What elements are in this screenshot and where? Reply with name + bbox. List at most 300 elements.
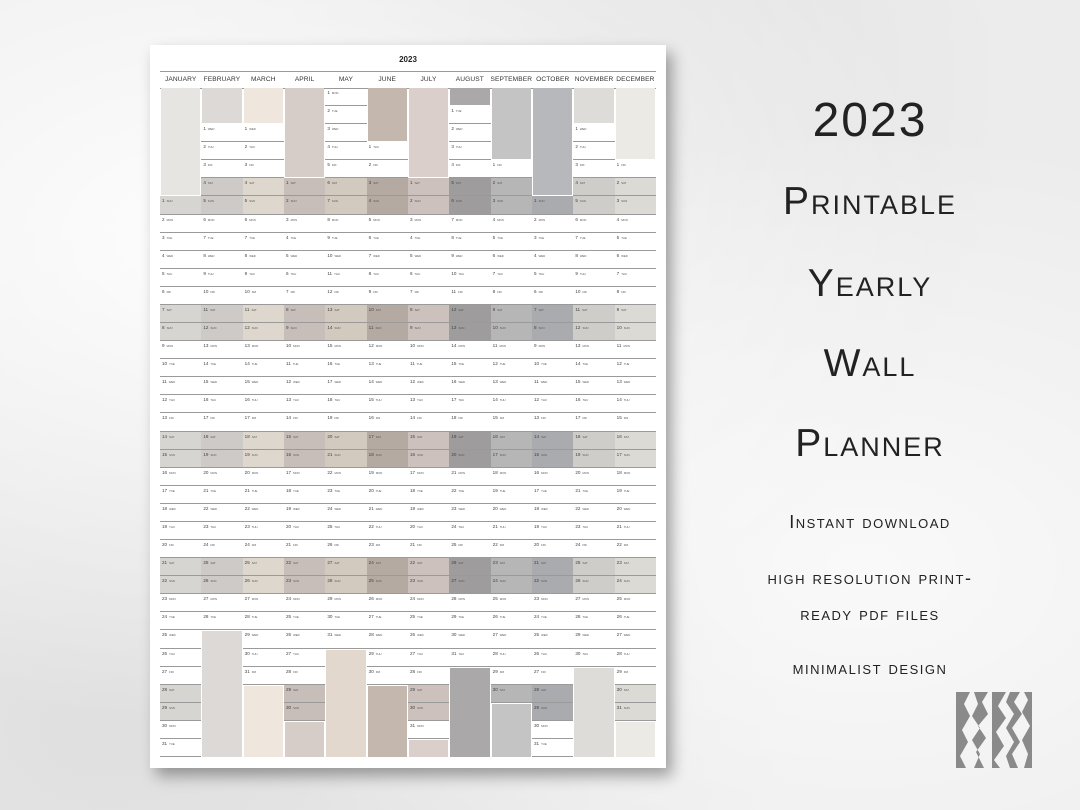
day-cell-label: 24 TUE: [534, 614, 547, 620]
day-rule: [491, 539, 532, 540]
day-rule: [325, 358, 366, 359]
day-cell-label: 11 THU: [327, 270, 340, 276]
day-cell-label: 28 TUE: [244, 614, 258, 620]
day-rule: [408, 394, 449, 395]
day-cell-label: 16 FRI: [368, 415, 381, 421]
day-cell-label: 11 MON: [616, 343, 630, 349]
day-rule: [160, 521, 201, 522]
day-cell-label: 16 THU: [575, 397, 589, 403]
day-rule: [160, 485, 201, 486]
day-rule: [408, 503, 449, 504]
day-rule: [491, 648, 532, 649]
day-cell-label: 2 SUN: [410, 198, 421, 204]
day-rule: [243, 611, 284, 612]
day-rule: [201, 286, 242, 287]
day-cell-label: 2 THU: [203, 144, 214, 150]
day-cell-label: 16 SAT: [492, 433, 506, 439]
day-cell-label: 31 WED: [327, 632, 341, 638]
day-rule: [325, 250, 366, 251]
day-rule: [449, 467, 490, 468]
month-header-january: JANUARY: [164, 76, 197, 83]
day-rule: [325, 394, 366, 395]
day-rule: [284, 521, 325, 522]
day-rule: [573, 521, 614, 522]
day-cell-label: 22 SAT: [286, 560, 299, 566]
day-cell-label: 24 FRI: [575, 542, 587, 548]
day-rule: [408, 539, 449, 540]
day-rule: [615, 250, 656, 251]
day-rule: [491, 376, 532, 377]
day-rule: [408, 648, 449, 649]
day-rule: [325, 159, 366, 160]
day-rule: [243, 684, 284, 685]
day-cell-label: 2 TUE: [327, 108, 338, 114]
day-rule: [325, 340, 366, 341]
day-rule: [367, 539, 408, 540]
day-cell-label: 25 SAT: [575, 560, 588, 566]
day-rule: [615, 720, 656, 721]
day-cell-label: 26 WED: [286, 632, 300, 638]
day-rule: [201, 467, 242, 468]
day-rule: [615, 232, 656, 233]
day-cell-label: 25 MON: [616, 596, 631, 602]
day-rule: [367, 521, 408, 522]
day-cell-label: 30 FRI: [368, 668, 381, 674]
day-cell-label: 14 FRI: [286, 415, 298, 421]
day-cell-label: 19 MON: [368, 469, 383, 475]
day-cell-label: 2 SAT: [492, 180, 503, 186]
month-header-may: MAY: [338, 76, 353, 83]
day-cell-label: 30 TUE: [327, 614, 341, 620]
day-rule: [491, 268, 532, 269]
day-rule: [532, 268, 573, 269]
day-cell-label: 17 SUN: [616, 451, 630, 457]
day-cell-label: 23 MON: [534, 596, 548, 602]
day-rule: [367, 666, 408, 667]
day-rule: [367, 503, 408, 504]
day-cell-label: 23 TUE: [327, 487, 341, 493]
day-cell-label: 8 FRI: [616, 288, 626, 294]
day-rule: [573, 503, 614, 504]
day-rule: [573, 286, 614, 287]
day-cell-label: 14 TUE: [575, 361, 589, 367]
day-rule: [532, 756, 573, 757]
day-cell-label: 5 THU: [162, 270, 173, 276]
day-cell-label: 13 MON: [203, 343, 217, 349]
day-rule: [573, 539, 614, 540]
day-cell-label: 31 TUE: [162, 740, 175, 746]
day-cell-label: 9 SAT: [616, 306, 627, 312]
day-rule: [243, 666, 284, 667]
day-cell-label: 3 THU: [451, 144, 462, 150]
day-rule: [449, 376, 490, 377]
day-cell-label: 20 MON: [203, 469, 217, 475]
day-cell-label: 15 THU: [368, 397, 382, 403]
day-cell-label: 8 WED: [575, 252, 587, 258]
day-cell-label: 27 FRI: [534, 668, 546, 674]
day-rule: [449, 666, 490, 667]
day-cell-label: 17 FRI: [244, 415, 257, 421]
day-rule: [532, 232, 573, 233]
day-cell-label: 30 WED: [451, 632, 465, 638]
day-cell-label: 15 SUN: [534, 451, 548, 457]
day-rule: [201, 629, 242, 630]
day-cell-label: 11 TUE: [410, 361, 423, 367]
day-rule: [243, 539, 284, 540]
day-rule: [284, 539, 325, 540]
day-rule: [615, 286, 656, 287]
day-cell-label: 21 SUN: [327, 451, 341, 457]
day-rule: [243, 376, 284, 377]
day-rule: [449, 539, 490, 540]
day-rule: [284, 629, 325, 630]
day-rule: [573, 593, 614, 594]
day-cell-label: 10 FRI: [244, 288, 257, 294]
day-rule: [449, 521, 490, 522]
month-header-september: SEPTEMBER: [490, 76, 533, 83]
day-cell-label: 26 WED: [410, 632, 424, 638]
day-cell-label: 8 SAT: [410, 306, 420, 312]
day-cell-label: 29 MON: [327, 596, 341, 602]
day-rule: [325, 232, 366, 233]
day-rule: [449, 593, 490, 594]
day-rule: [449, 159, 490, 160]
day-rule: [243, 485, 284, 486]
day-rule: [532, 503, 573, 504]
day-cell-label: 31 MON: [410, 722, 424, 728]
day-cell-label: 21 FRI: [410, 542, 422, 548]
day-cell-label: 25 WED: [162, 632, 176, 638]
day-cell-label: 3 MON: [410, 216, 422, 222]
day-cell-label: 22 SUN: [162, 578, 176, 584]
day-cell-label: 26 THU: [162, 650, 175, 656]
day-rule: [367, 394, 408, 395]
day-rule: [573, 666, 614, 667]
month-filler-top: [285, 88, 324, 177]
month-filler-bottom: [285, 722, 324, 757]
day-cell-label: 3 FRI: [244, 162, 254, 168]
day-cell-label: 18 THU: [327, 397, 341, 403]
day-cell-label: 13 FRI: [162, 415, 174, 421]
feature-minimalist-design: minimalist design: [792, 658, 948, 678]
day-cell-label: 26 SUN: [575, 578, 589, 584]
day-cell-label: 23 SUN: [286, 578, 300, 584]
day-rule: [449, 123, 490, 124]
day-rule: [201, 593, 242, 594]
day-cell-label: 5 WED: [286, 252, 298, 258]
day-rule: [325, 214, 366, 215]
day-cell-label: 15 SUN: [162, 451, 176, 457]
month-filler-top: [616, 88, 655, 159]
month-header-december: DECEMBER: [616, 76, 655, 83]
day-rule: [532, 629, 573, 630]
day-cell-label: 18 WED: [534, 505, 548, 511]
month-header-june: JUNE: [378, 76, 397, 83]
day-cell-label: 22 WED: [244, 505, 259, 511]
day-cell-label: 4 WED: [162, 252, 174, 258]
day-cell-label: 27 TUE: [368, 614, 382, 620]
day-rule: [325, 105, 366, 106]
day-rule: [573, 232, 614, 233]
day-cell-label: 31 TUE: [534, 740, 547, 746]
day-rule: [615, 539, 656, 540]
day-rule: [408, 358, 449, 359]
day-rule: [284, 720, 325, 721]
day-rule: [284, 412, 325, 413]
day-cell-label: 13 THU: [410, 397, 423, 403]
day-cell-label: 18 TUE: [410, 487, 423, 493]
month-header-march: MARCH: [250, 76, 276, 83]
day-cell-label: 23 MON: [162, 596, 176, 602]
day-cell-label: 24 FRI: [244, 542, 257, 548]
day-rule: [284, 503, 325, 504]
day-cell-label: 18 SAT: [575, 433, 588, 439]
day-cell-label: 25 MON: [492, 596, 507, 602]
day-cell-label: 3 SUN: [492, 198, 504, 204]
day-rule: [573, 485, 614, 486]
day-cell-label: 7 TUE: [244, 234, 255, 240]
day-rule: [408, 232, 449, 233]
day-cell-label: 29 SUN: [534, 704, 548, 710]
day-rule: [284, 340, 325, 341]
day-cell-label: 2 FRI: [368, 162, 378, 168]
day-rule: [201, 268, 242, 269]
day-cell-label: 6 MON: [575, 216, 587, 222]
day-cell-label: 31 SUN: [616, 704, 630, 710]
day-cell-label: 13 MON: [575, 343, 589, 349]
day-cell-label: 30 SUN: [286, 704, 300, 710]
day-cell-label: 8 SUN: [534, 325, 545, 331]
day-cell-label: 28 SAT: [534, 686, 547, 692]
day-rule: [408, 720, 449, 721]
day-cell-label: 1 WED: [203, 126, 215, 132]
day-cell-label: 14 MON: [451, 343, 465, 349]
month-filler-top: [368, 88, 407, 141]
day-cell-label: 31 THU: [451, 650, 465, 656]
day-cell-label: 18 SAT: [244, 433, 258, 439]
feature-instant-download: Instant download: [789, 512, 951, 532]
day-rule: [408, 376, 449, 377]
month-filler-bottom: [409, 740, 448, 757]
day-cell-label: 10 SAT: [368, 306, 382, 312]
day-cell-label: 23 THU: [575, 523, 589, 529]
day-rule: [284, 214, 325, 215]
day-rule: [491, 521, 532, 522]
day-cell-label: 22 MON: [327, 469, 341, 475]
day-cell-label: 11 WED: [162, 379, 176, 385]
day-rule: [160, 467, 201, 468]
day-cell-label: 19 SUN: [244, 451, 258, 457]
day-cell-label: 25 FRI: [451, 542, 463, 548]
day-rule: [160, 666, 201, 667]
day-cell-label: 9 THU: [244, 270, 255, 276]
day-rule: [243, 141, 284, 142]
day-rule: [160, 250, 201, 251]
day-rule: [367, 250, 408, 251]
day-cell-label: 11 SUN: [368, 325, 382, 331]
day-cell-label: 21 MON: [451, 469, 465, 475]
day-rule: [243, 648, 284, 649]
day-cell-label: 1 FRI: [492, 162, 502, 168]
day-rule: [160, 412, 201, 413]
day-rule: [160, 232, 201, 233]
feature-high-resolution-line1: high resolution print-: [767, 568, 973, 588]
day-cell-label: 14 TUE: [244, 361, 258, 367]
day-cell-label: 8 WED: [203, 252, 215, 258]
day-cell-label: 16 SUN: [286, 451, 300, 457]
day-cell-label: 3 FRI: [575, 162, 585, 168]
day-rule: [367, 232, 408, 233]
day-cell-label: 7 TUE: [575, 234, 586, 240]
day-rule: [491, 358, 532, 359]
day-rule: [532, 358, 573, 359]
day-rule: [532, 286, 573, 287]
day-cell-label: 16 THU: [203, 397, 217, 403]
day-cell-label: 18 MON: [492, 469, 507, 475]
day-cell-label: 2 SAT: [616, 180, 627, 186]
day-rule: [243, 521, 284, 522]
day-cell-label: 14 SAT: [534, 433, 547, 439]
day-cell-label: 1 THU: [368, 144, 379, 150]
day-rule: [449, 286, 490, 287]
day-rule: [160, 720, 201, 721]
day-rule: [449, 412, 490, 413]
day-cell-label: 26 THU: [534, 650, 547, 656]
day-rule: [284, 648, 325, 649]
wall-planner-poster: [150, 45, 666, 768]
month-filler-bottom: [450, 668, 489, 757]
day-cell-label: 13 THU: [286, 397, 299, 403]
headline-yearly: Yearly: [807, 262, 933, 305]
month-header-august: AUGUST: [455, 76, 484, 83]
day-cell-label: 20 SAT: [327, 433, 340, 439]
day-rule: [367, 214, 408, 215]
month-filler-bottom: [492, 704, 531, 757]
day-rule: [532, 394, 573, 395]
day-cell-label: 29 FRI: [616, 668, 629, 674]
day-cell-label: 2 WED: [451, 126, 463, 132]
day-rule: [201, 376, 242, 377]
day-rule: [615, 467, 656, 468]
day-rule: [408, 485, 449, 486]
day-cell-label: 12 THU: [534, 397, 547, 403]
day-cell-label: 15 MON: [327, 343, 341, 349]
day-rule: [160, 214, 201, 215]
day-cell-label: 3 TUE: [162, 234, 173, 240]
day-rule: [491, 611, 532, 612]
day-cell-label: 21 THU: [616, 523, 630, 529]
day-rule: [284, 250, 325, 251]
month-filler-top: [202, 88, 241, 123]
day-rule: [325, 593, 366, 594]
day-cell-label: 26 SUN: [203, 578, 217, 584]
day-cell-label: 25 WED: [534, 632, 548, 638]
day-rule: [367, 684, 408, 685]
day-rule: [367, 648, 408, 649]
day-cell-label: 29 SAT: [286, 686, 299, 692]
day-cell-label: 27 THU: [286, 650, 299, 656]
day-rule: [201, 485, 242, 486]
day-cell-label: 20 WED: [616, 505, 631, 511]
day-cell-label: 4 FRI: [451, 162, 461, 168]
day-cell-label: 19 SAT: [451, 433, 464, 439]
day-rule: [491, 629, 532, 630]
day-rule: [367, 286, 408, 287]
day-cell-label: 6 WED: [492, 252, 504, 258]
day-rule: [284, 593, 325, 594]
day-cell-label: 21 WED: [368, 505, 383, 511]
day-cell-label: 27 SAT: [327, 560, 340, 566]
month-filler-top: [492, 88, 531, 159]
day-rule: [491, 250, 532, 251]
day-cell-label: 29 FRI: [492, 668, 505, 674]
day-cell-label: 28 SAT: [162, 686, 175, 692]
day-cell-label: 4 SAT: [203, 180, 214, 186]
day-rule: [284, 268, 325, 269]
day-rule: [615, 376, 656, 377]
day-cell-label: 22 TUE: [451, 487, 465, 493]
day-cell-label: 23 SAT: [616, 560, 630, 566]
day-rule: [201, 394, 242, 395]
day-cell-label: 21 FRI: [286, 542, 298, 548]
day-cell-label: 24 FRI: [203, 542, 215, 548]
day-rule: [201, 232, 242, 233]
day-cell-label: 1 SAT: [410, 180, 420, 186]
day-cell-label: 9 SAT: [492, 306, 503, 312]
day-cell-label: 27 WED: [492, 632, 507, 638]
month-header-row: [160, 72, 656, 88]
day-rule: [532, 611, 573, 612]
day-rule: [573, 376, 614, 377]
day-rule: [615, 358, 656, 359]
day-cell-label: 15 WED: [203, 379, 217, 385]
day-rule: [160, 286, 201, 287]
calendar-grid: [160, 88, 656, 757]
day-rule: [491, 286, 532, 287]
day-cell-label: 21 TUE: [244, 487, 258, 493]
day-cell-label: 26 TUE: [616, 614, 630, 620]
day-cell-label: 5 TUE: [492, 234, 503, 240]
day-cell-label: 15 SAT: [410, 433, 423, 439]
day-cell-label: 1 MON: [327, 90, 339, 95]
headline-planner: Planner: [795, 422, 945, 465]
day-cell-label: 27 MON: [203, 596, 217, 602]
day-cell-label: 8 FRI: [492, 288, 502, 294]
month-filler-top: [244, 88, 283, 123]
day-rule: [573, 250, 614, 251]
day-cell-label: 20 MON: [575, 469, 589, 475]
day-cell-label: 20 FRI: [162, 542, 174, 548]
day-rule: [532, 593, 573, 594]
day-cell-label: 28 THU: [616, 650, 630, 656]
day-rule: [573, 412, 614, 413]
day-rule: [573, 394, 614, 395]
day-rule: [160, 629, 201, 630]
day-cell-label: 19 THU: [162, 523, 175, 529]
day-cell-label: 12 FRI: [327, 288, 339, 294]
day-rule: [615, 412, 656, 413]
day-cell-label: 28 WED: [368, 632, 383, 638]
day-cell-label: 8 THU: [368, 270, 379, 276]
day-cell-label: 9 THU: [575, 270, 586, 276]
day-cell-label: 2 SUN: [286, 198, 297, 204]
day-rule: [160, 738, 201, 739]
day-cell-label: 27 SUN: [451, 578, 465, 584]
day-cell-label: 5 SUN: [575, 198, 586, 204]
day-rule: [284, 376, 325, 377]
day-cell-label: 22 FRI: [616, 542, 629, 548]
day-rule: [532, 250, 573, 251]
